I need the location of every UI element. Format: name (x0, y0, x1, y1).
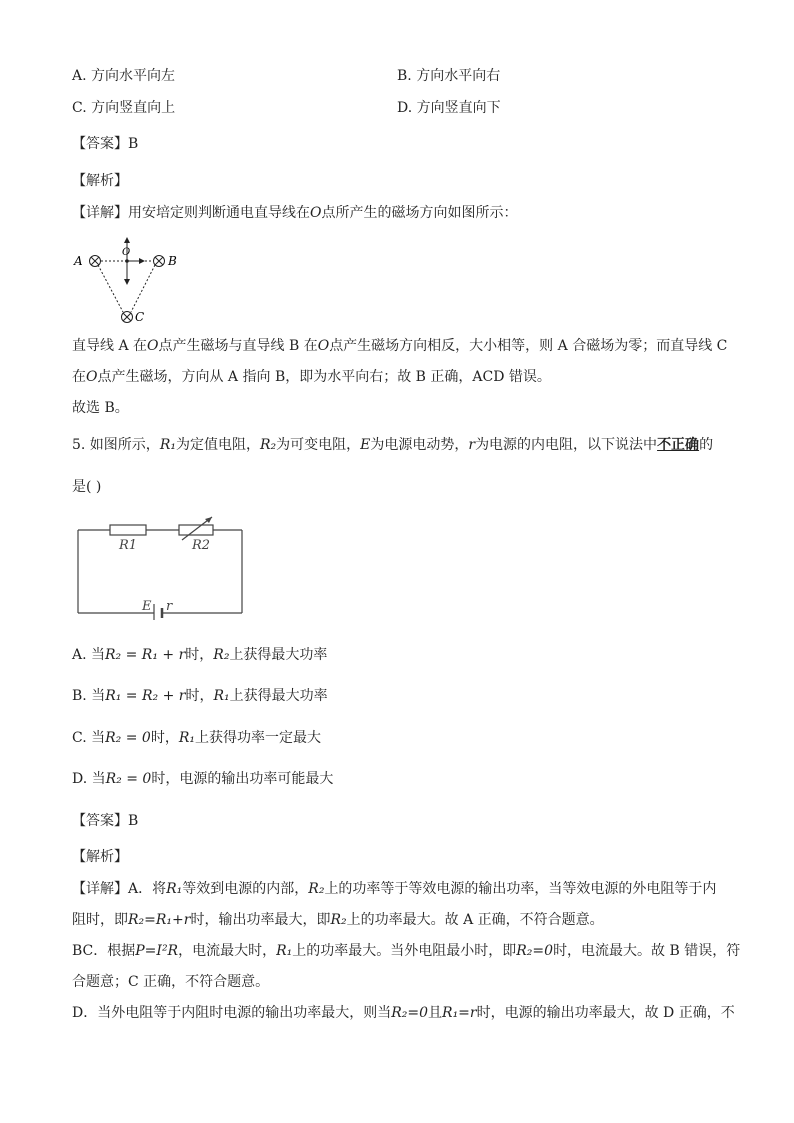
q5-stem-line2: 是( ) (72, 479, 102, 495)
q5-option-text: 上获得最大功率 (229, 688, 328, 704)
q4-expl-text: 直导线 A 在 (72, 338, 148, 354)
q5-option-text: 时， (150, 730, 179, 746)
q5-expl-line5 (72, 1004, 735, 1022)
dotted-line-bc (131, 265, 155, 312)
label-c: C (135, 310, 145, 324)
q5-stem-line1 (72, 436, 713, 454)
q5-option-symbol: R₁ (178, 730, 195, 746)
q5-expl-line2 (72, 911, 604, 929)
q5-option-text: B. 当 (72, 688, 106, 704)
wire-c-cross-icon (122, 312, 133, 323)
q5-expl-text: BC．根据 (72, 943, 136, 959)
q5-option-equation: R₂ = R₁ + r (105, 647, 186, 663)
q4-expl-line1 (72, 337, 727, 355)
q5-expl-symbol: R₂ (308, 881, 325, 897)
q4-expl-text: 点产生磁场与直导线 B 在 (158, 338, 318, 354)
q5-expl-text: 等效到电源的内部， (182, 881, 309, 897)
label-b: B (168, 254, 177, 268)
q4-expl-text: 在 (72, 369, 86, 385)
q4-option-b: B. 方向水平向右 (397, 68, 501, 84)
variable-resistor-r2 (179, 517, 213, 540)
q4-option-c: C. 方向竖直向上 (72, 100, 176, 116)
q5-r-symbol: r (468, 437, 476, 453)
wire-b-cross-icon (154, 256, 165, 267)
q4-analysis-label: 【解析】 (72, 173, 128, 189)
q5-circuit-diagram (72, 516, 247, 620)
q5-option-text: 上获得最大功率 (229, 647, 328, 663)
q4-expl-line2 (72, 368, 551, 386)
label-a: A (74, 254, 83, 268)
q5-text: 为电源电动势， (370, 437, 469, 453)
q5-option-b (72, 687, 328, 705)
dotted-line-ac (98, 265, 123, 312)
q5-expl-symbol: R₂ (330, 912, 347, 928)
q5-expl-text: 【详解】A．将 (72, 881, 167, 897)
q5-option-text: 时， (185, 688, 214, 704)
q5-option-text: A. 当 (72, 647, 106, 663)
q4-expl-text: 点产生磁场方向相反，大小相等，则 A 合磁场为零；而直导线 C (329, 338, 728, 354)
q5-r2-symbol: R₂ (259, 437, 277, 453)
q5-expl-text: 阻时，即 (72, 912, 128, 928)
q5-option-c (72, 729, 321, 747)
q5-emphasis: 不正确 (657, 437, 700, 453)
q5-expl-line1 (72, 880, 716, 898)
q4-answer: 【答案】B (72, 136, 139, 152)
q5-text: 为可变电阻， (276, 437, 361, 453)
q5-expl-line4: 合题意；C 正确，不符合题意。 (72, 974, 270, 990)
label-e: E (142, 599, 152, 614)
label-r: r (166, 599, 173, 614)
q5-expl-line3 (72, 942, 740, 960)
q5-expl-text: 且 (428, 1005, 443, 1021)
q5-option-text: 时， (185, 647, 214, 663)
q4-field-figure (70, 232, 190, 326)
q5-expl-equation: R₁=r (442, 1005, 477, 1021)
q4-detail-tail: 点所产生的磁场方向如图所示： (321, 205, 518, 221)
q4-expl-o: O (317, 338, 330, 354)
q5-expl-text: ，电流最大时， (178, 943, 277, 959)
q4-expl-o: O (86, 369, 98, 385)
q5-option-a (72, 646, 327, 664)
q5-expl-text: 上的功率最大。当外电阻最小时，即 (292, 943, 517, 959)
q5-text: 5. 如图所示， (72, 437, 160, 453)
q5-text: 为定值电阻， (175, 437, 260, 453)
q5-text: 的 (699, 437, 714, 453)
q4-option-d: D. 方向竖直向下 (397, 100, 501, 116)
q4-detail (72, 204, 517, 222)
q5-text: 为电源的内电阻，以下说法中 (475, 437, 658, 453)
q4-expl-o: O (147, 338, 159, 354)
q5-option-text: C. 当 (72, 730, 106, 746)
q5-option-text: 时，电源的输出功率可能最大 (151, 771, 334, 787)
q5-option-d (72, 770, 333, 788)
q5-e-symbol: E (360, 437, 371, 453)
q5-r1-symbol: R₁ (159, 437, 176, 453)
q5-option-symbol: R₂ (213, 647, 230, 663)
q5-expl-text: 时，输出功率最大，即 (190, 912, 331, 928)
q5-expl-text: D．当外电阻等于内阻时电源的输出功率最大，则当 (72, 1005, 392, 1021)
q4-detail-o: O (310, 205, 322, 221)
q5-option-text: D. 当 (72, 771, 106, 787)
q4-option-a: A. 方向水平向左 (72, 68, 176, 84)
wire-a-cross-icon (90, 256, 101, 267)
q5-expl-equation: R₂=0 (391, 1005, 429, 1021)
q5-expl-text: 时，电源的输出功率最大，故 D 正确，不 (476, 1005, 735, 1021)
q4-expl-text: 点产生磁场，方向从 A 指向 B，即为水平向右；故 B 正确，ACD 错误。 (97, 369, 551, 385)
q4-conclusion: 故选 B。 (72, 400, 129, 416)
q5-option-equation: R₁ = R₂ + r (105, 688, 186, 704)
q5-expl-text: 上的功率最大。故 A 正确，不符合题意。 (346, 912, 604, 928)
label-r2: R2 (192, 538, 211, 553)
q5-option-equation: R₂ = 0 (105, 730, 151, 746)
q5-expl-equation: P=I²R (135, 943, 179, 959)
q5-expl-text: 上的功率等于等效电源的输出功率，当等效电源的外电阻等于内 (324, 881, 717, 897)
q5-expl-equation: R₂=R₁+r (128, 912, 191, 928)
q4-detail-lead: 【详解】用安培定则判断通电直导线在 (72, 205, 310, 221)
q5-expl-text: 时，电流最大。故 B 错误，符 (553, 943, 741, 959)
label-o: O (122, 247, 131, 258)
resistor-r1 (110, 525, 146, 535)
label-r1: R1 (119, 538, 138, 553)
q5-analysis-label: 【解析】 (72, 849, 128, 865)
q5-answer: 【答案】B (72, 813, 139, 829)
q5-option-symbol: R₁ (213, 688, 230, 704)
q5-expl-symbol: R₁ (166, 881, 183, 897)
q5-expl-symbol: R₁ (276, 943, 293, 959)
q5-expl-equation: R₂=0 (516, 943, 554, 959)
battery-icon (154, 604, 162, 620)
q5-option-equation: R₂ = 0 (105, 771, 152, 787)
q5-option-text: 上获得功率一定最大 (194, 730, 321, 746)
